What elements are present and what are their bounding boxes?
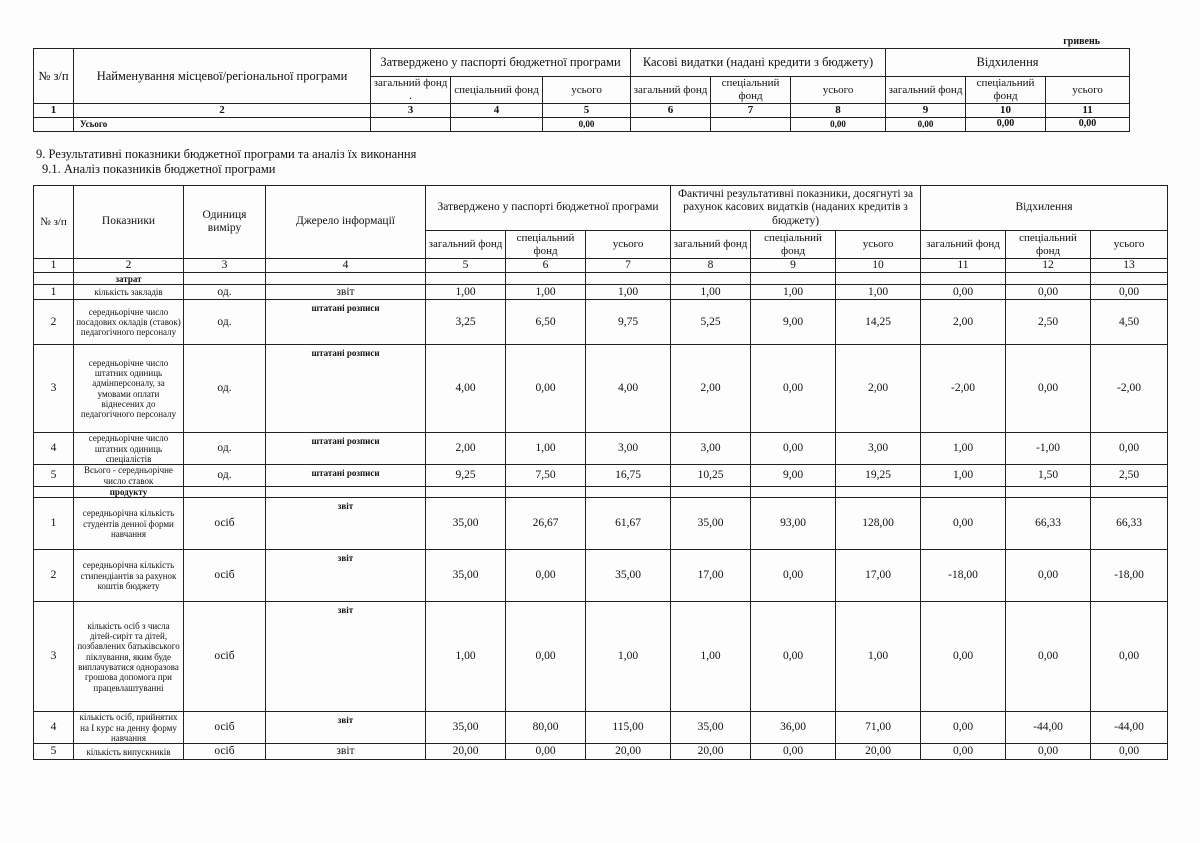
col-number: 12 (1006, 259, 1091, 273)
unit-of-measure: од. (184, 345, 266, 433)
row-number: 1 (34, 498, 74, 550)
indicator-value: 0,00 (751, 433, 836, 465)
header-total: усього (543, 77, 631, 104)
col-number: 4 (266, 259, 426, 273)
header-approved: Затверджено у паспорті бюджетної програми (426, 186, 671, 231)
header-special-fund: спеціальний фонд (506, 231, 586, 259)
header-total: усього (836, 231, 921, 259)
indicator-value: 71,00 (836, 712, 921, 744)
indicator-value: -18,00 (1091, 550, 1168, 602)
indicator-value: 66,33 (1091, 498, 1168, 550)
indicator-value: 0,00 (506, 550, 586, 602)
indicator-value: 2,00 (921, 300, 1006, 345)
indicator-value: 0,00 (751, 744, 836, 760)
indicator-value: 1,00 (921, 433, 1006, 465)
indicator-value: 0,00 (1006, 285, 1091, 300)
indicator-value: 2,50 (1091, 465, 1168, 487)
header-general-fund: загальний фонд (921, 231, 1006, 259)
col-number: 2 (74, 104, 371, 118)
currency-unit-label: гривень (1063, 36, 1100, 47)
indicator-value: 80,00 (506, 712, 586, 744)
col-number: 7 (711, 104, 791, 118)
header-num: № з/п (34, 186, 74, 259)
indicator-value: 36,00 (751, 712, 836, 744)
indicator-value: 0,00 (921, 712, 1006, 744)
unit-of-measure: од. (184, 300, 266, 345)
column-numbers-row (34, 259, 1168, 273)
unit-of-measure: осіб (184, 602, 266, 712)
indicator-value: 3,00 (671, 433, 751, 465)
header-general-fund: загальний фонд (886, 77, 966, 104)
indicators-table (33, 185, 1168, 760)
column-numbers-row (34, 104, 1130, 118)
indicator-value: 0,00 (1006, 744, 1091, 760)
empty-cell (184, 273, 266, 285)
total-value: 0,00 (966, 117, 1046, 131)
indicator-row (34, 550, 1168, 602)
header-total: усього (791, 77, 886, 104)
empty-cell (1091, 486, 1168, 497)
indicator-value: 1,00 (671, 285, 751, 300)
total-value: 0,00 (791, 117, 886, 131)
header-unit: Одиниця виміру (184, 186, 266, 259)
indicator-value: 1,00 (586, 285, 671, 300)
indicator-value: 9,25 (426, 465, 506, 487)
indicator-value: 20,00 (586, 744, 671, 760)
indicator-name: середньорічне число штатних одиниць адмінперсоналу, за умовами оплати віднесених до педагогічного персоналу (74, 345, 184, 433)
unit-of-measure: од. (184, 285, 266, 300)
empty-cell (671, 486, 751, 497)
col-number: 3 (184, 259, 266, 273)
indicator-value: -2,00 (1091, 345, 1168, 433)
total-label: Усього (74, 117, 371, 131)
total-value (371, 117, 451, 131)
row-number: 3 (34, 345, 74, 433)
indicator-value: 1,00 (836, 602, 921, 712)
header-special-fund: спеціальний фонд (451, 77, 543, 104)
empty-cell (836, 486, 921, 497)
indicator-value: 0,00 (751, 345, 836, 433)
indicator-value: 0,00 (751, 550, 836, 602)
indicator-value: 35,00 (671, 498, 751, 550)
indicator-name: середньорічна кількість стипендіантів за рахунок коштів бюджету (74, 550, 184, 602)
col-number: 7 (586, 259, 671, 273)
total-value: 0,00 (543, 117, 631, 131)
info-source: звіт (266, 550, 426, 602)
header-source: Джерело інформації (266, 186, 426, 259)
header-approved: Затверджено у паспорті бюджетної програми (371, 49, 631, 77)
indicator-value: -1,00 (1006, 433, 1091, 465)
section-9-1-title: 9.1. Аналіз показників бюджетної програми (42, 162, 276, 176)
indicator-row (34, 300, 1168, 345)
col-number: 9 (751, 259, 836, 273)
empty-cell (1091, 273, 1168, 285)
indicator-value: 2,00 (426, 433, 506, 465)
indicator-name: середньорічне число посадових окладів (ставок) педагогічного персоналу (74, 300, 184, 345)
indicator-value: 2,50 (1006, 300, 1091, 345)
col-number: 3 (371, 104, 451, 118)
indicator-value: 1,00 (921, 465, 1006, 487)
indicator-name: Всього - середньорічне число ставок (74, 465, 184, 487)
indicator-value: 5,25 (671, 300, 751, 345)
indicator-value: 35,00 (671, 712, 751, 744)
empty-cell (921, 273, 1006, 285)
col-number: 6 (506, 259, 586, 273)
header-deviation: Відхилення (886, 49, 1130, 77)
indicator-value: 1,50 (1006, 465, 1091, 487)
unit-of-measure: осіб (184, 744, 266, 760)
indicator-row (34, 465, 1168, 487)
indicator-value: 3,00 (836, 433, 921, 465)
indicator-value: 1,00 (426, 285, 506, 300)
empty-cell (34, 486, 74, 497)
col-number: 11 (921, 259, 1006, 273)
empty-cell (34, 273, 74, 285)
indicator-value: 17,00 (671, 550, 751, 602)
indicator-value: 0,00 (921, 498, 1006, 550)
empty-cell (1006, 486, 1091, 497)
empty-cell (426, 273, 506, 285)
header-total: усього (1046, 77, 1130, 104)
indicator-value: 0,00 (751, 602, 836, 712)
indicator-value: 61,67 (586, 498, 671, 550)
empty-cell (836, 273, 921, 285)
indicator-value: 1,00 (506, 285, 586, 300)
empty-cell (506, 486, 586, 497)
indicator-row (34, 345, 1168, 433)
indicator-value: -2,00 (921, 345, 1006, 433)
indicator-value: 4,00 (426, 345, 506, 433)
empty-cell (266, 486, 426, 497)
indicator-value: 0,00 (1006, 345, 1091, 433)
indicator-name: середньорічне число штатних одиниць спеціалістів (74, 433, 184, 465)
header-deviation: Відхилення (921, 186, 1168, 231)
info-source: звіт (266, 285, 426, 300)
col-number: 10 (836, 259, 921, 273)
section-9-title: 9. Результативні показники бюджетної програми та аналіз їх виконання (36, 147, 417, 161)
empty-cell (751, 273, 836, 285)
empty-cell (921, 486, 1006, 497)
group-title: продукту (74, 486, 184, 497)
indicator-value: 9,75 (586, 300, 671, 345)
info-source: штатані розписи (266, 433, 426, 465)
row-number: 4 (34, 712, 74, 744)
row-number: 3 (34, 602, 74, 712)
header-indicators: Показники (74, 186, 184, 259)
header-general-fund: загальний фонд (631, 77, 711, 104)
indicator-row (34, 498, 1168, 550)
indicator-value: 1,00 (586, 602, 671, 712)
indicator-value: 20,00 (426, 744, 506, 760)
header-general-fund: загальний фонд (671, 231, 751, 259)
empty-cell (184, 486, 266, 497)
indicator-value: 115,00 (586, 712, 671, 744)
indicator-value: 3,25 (426, 300, 506, 345)
indicator-value: 0,00 (1091, 602, 1168, 712)
indicator-value: 0,00 (1006, 602, 1091, 712)
indicator-value: 1,00 (751, 285, 836, 300)
row-number: 2 (34, 550, 74, 602)
empty-cell (751, 486, 836, 497)
indicator-value: 10,25 (671, 465, 751, 487)
group-row (34, 273, 1168, 285)
header-total: усього (586, 231, 671, 259)
total-value: 0,00 (886, 117, 966, 131)
indicator-value: 3,00 (586, 433, 671, 465)
empty-cell (586, 273, 671, 285)
row-number: 4 (34, 433, 74, 465)
unit-of-measure: од. (184, 465, 266, 487)
indicator-name: середньорічна кількість студентів денної форми навчання (74, 498, 184, 550)
header-total: усього (1091, 231, 1168, 259)
info-source: штатані розписи (266, 465, 426, 487)
indicator-value: 0,00 (1091, 433, 1168, 465)
indicator-value: 1,00 (426, 602, 506, 712)
header-program-name: Найменування місцевої/регіональної програми (74, 49, 371, 104)
group-row (34, 486, 1168, 497)
indicator-value: 0,00 (921, 602, 1006, 712)
indicator-name: кількість осіб, прийнятих на I курс на денну форму навчання (74, 712, 184, 744)
indicator-value: 35,00 (586, 550, 671, 602)
indicator-value: 0,00 (1091, 744, 1168, 760)
indicator-row (34, 744, 1168, 760)
total-row (34, 117, 1130, 131)
unit-of-measure: од. (184, 433, 266, 465)
info-source: звіт (266, 602, 426, 712)
indicator-value: 66,33 (1006, 498, 1091, 550)
indicator-value: -18,00 (921, 550, 1006, 602)
header-general-fund: загальний фонд . (371, 77, 451, 104)
total-value: 0,00 (1046, 117, 1130, 131)
empty-cell (426, 486, 506, 497)
indicator-value: 1,00 (836, 285, 921, 300)
col-number: 6 (631, 104, 711, 118)
row-number: 5 (34, 744, 74, 760)
indicator-value: 16,75 (586, 465, 671, 487)
indicator-value: 0,00 (506, 744, 586, 760)
indicator-value: 6,50 (506, 300, 586, 345)
info-source: звіт (266, 498, 426, 550)
indicator-row (34, 712, 1168, 744)
col-number: 8 (791, 104, 886, 118)
header-actual: Фактичні результативні показники, досягнуті за рахунок касових видатків (наданих кредитів з бюджету) (671, 186, 921, 231)
indicator-value: 0,00 (1091, 285, 1168, 300)
indicator-value: 2,00 (671, 345, 751, 433)
col-number: 2 (74, 259, 184, 273)
empty-cell (506, 273, 586, 285)
col-number: 5 (426, 259, 506, 273)
indicator-value: 0,00 (921, 744, 1006, 760)
info-source: штатані розписи (266, 300, 426, 345)
col-number: 1 (34, 104, 74, 118)
unit-of-measure: осіб (184, 498, 266, 550)
indicator-row (34, 602, 1168, 712)
indicator-row (34, 433, 1168, 465)
empty-cell (586, 486, 671, 497)
indicator-value: 26,67 (506, 498, 586, 550)
total-value (451, 117, 543, 131)
indicator-value: 0,00 (921, 285, 1006, 300)
indicator-value: 35,00 (426, 550, 506, 602)
row-number: 2 (34, 300, 74, 345)
col-number: 13 (1091, 259, 1168, 273)
header-special-fund: спеціальний фонд (1006, 231, 1091, 259)
header-special-fund: спеціальний фонд (711, 77, 791, 104)
header-general-fund: загальний фонд (426, 231, 506, 259)
col-number: 9 (886, 104, 966, 118)
unit-of-measure: осіб (184, 550, 266, 602)
empty-cell (1006, 273, 1091, 285)
total-value (631, 117, 711, 131)
indicator-value: 128,00 (836, 498, 921, 550)
indicator-value: 20,00 (836, 744, 921, 760)
indicator-value: 93,00 (751, 498, 836, 550)
col-number: 10 (966, 104, 1046, 118)
indicator-value: 7,50 (506, 465, 586, 487)
row-number: 1 (34, 285, 74, 300)
empty-cell (266, 273, 426, 285)
total-value (711, 117, 791, 131)
indicator-value: 4,50 (1091, 300, 1168, 345)
indicator-row (34, 285, 1168, 300)
info-source: штатані розписи (266, 345, 426, 433)
indicator-value: 19,25 (836, 465, 921, 487)
unit-of-measure: осіб (184, 712, 266, 744)
indicator-value: 14,25 (836, 300, 921, 345)
row-number: 5 (34, 465, 74, 487)
indicator-value: 4,00 (586, 345, 671, 433)
indicator-value: 35,00 (426, 712, 506, 744)
col-number: 1 (34, 259, 74, 273)
indicator-value: 0,00 (506, 602, 586, 712)
col-number: 5 (543, 104, 631, 118)
indicator-value: 2,00 (836, 345, 921, 433)
header-special-fund: спеціальний фонд (751, 231, 836, 259)
indicator-name: кількість випускників (74, 744, 184, 760)
indicator-value: 0,00 (1006, 550, 1091, 602)
header-special-fund: спеціальний фонд (966, 77, 1046, 104)
indicator-value: 0,00 (506, 345, 586, 433)
empty-cell (34, 117, 74, 131)
indicator-value: 20,00 (671, 744, 751, 760)
indicator-value: 17,00 (836, 550, 921, 602)
regional-programs-table (33, 48, 1130, 132)
indicator-value: -44,00 (1091, 712, 1168, 744)
empty-cell (671, 273, 751, 285)
header-cash-expenses: Касові видатки (надані кредити з бюджету) (631, 49, 886, 77)
indicator-value: 1,00 (671, 602, 751, 712)
header-num: № з/п (34, 49, 74, 104)
col-number: 8 (671, 259, 751, 273)
info-source: звіт (266, 712, 426, 744)
indicator-value: 9,00 (751, 465, 836, 487)
indicator-value: -44,00 (1006, 712, 1091, 744)
indicator-value: 1,00 (506, 433, 586, 465)
group-title: затрат (74, 273, 184, 285)
indicator-name: кількість закладів (74, 285, 184, 300)
col-number: 4 (451, 104, 543, 118)
info-source: звіт (266, 744, 426, 760)
indicator-name: кількість осіб з числа дітей-сиріт та дітей, позбавлених батьківського піклування, яким буде виплачуватися одноразова грошова допомога при працевлаштуванні (74, 602, 184, 712)
indicator-value: 9,00 (751, 300, 836, 345)
col-number: 11 (1046, 104, 1130, 118)
indicator-value: 35,00 (426, 498, 506, 550)
